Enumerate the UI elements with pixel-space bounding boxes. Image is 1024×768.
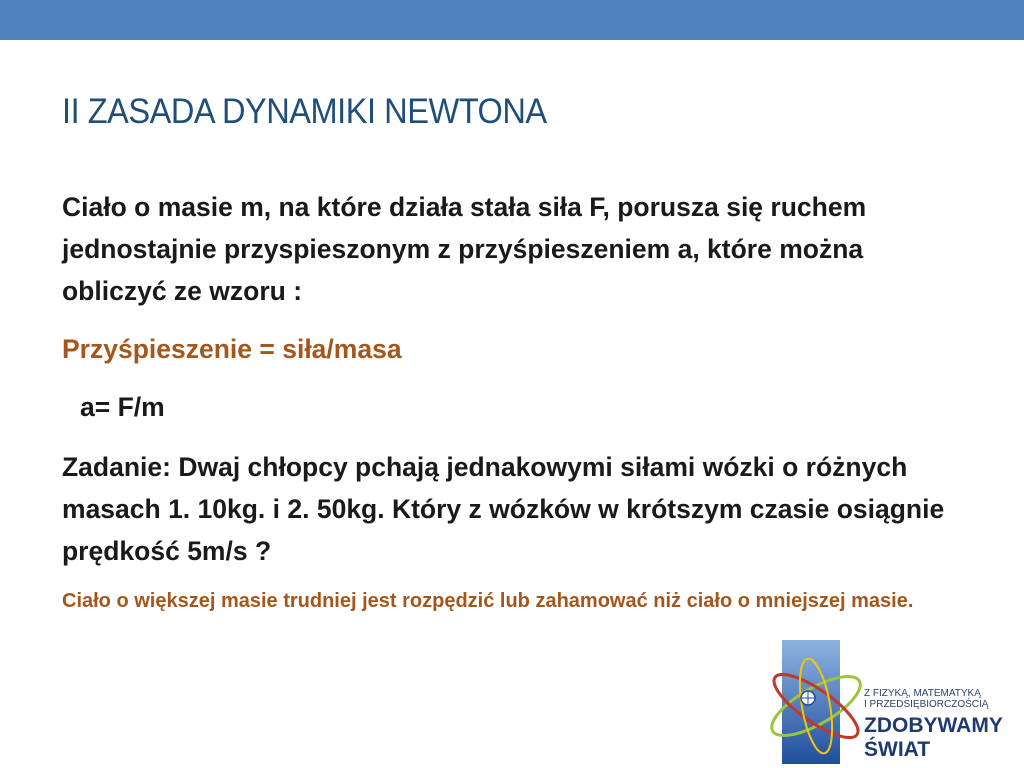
logo-brand: [864, 714, 1003, 762]
definition-paragraph: Ciało o masie m, na które działa stała siła F, porusza się ruchem jednostajnie przyspieszonym z przyśpieszeniem a, które można obliczyć ze wzoru :: [62, 192, 867, 306]
formula: a= F/m: [80, 392, 165, 422]
answer-paragraph: Ciało o większej masie trudniej jest rozpędzić lub zahamować niż ciało o mniejszej masie.: [62, 590, 914, 612]
logo-tagline: [864, 688, 988, 710]
logo-tagline-line2: I PRZEDSIĘBIORCZOŚCIĄ: [864, 699, 989, 710]
slide-title: II ZASADA DYNAMIKI NEWTONA: [62, 92, 547, 131]
slide-content: [62, 186, 962, 617]
formula-in-words: Przyśpieszenie = siła/masa: [62, 334, 402, 364]
logo-brand-line2: ŚWIAT: [864, 738, 931, 761]
task-paragraph: Zadanie: Dwaj chłopcy pchają jednakowymi siłami wózki o różnych masach 1. 10kg. i 2. 50kg. Który z wózków w krótszym czasie osiągnie prędkość 5m/s ?: [62, 452, 945, 566]
top-accent-bar: [0, 0, 1024, 40]
logo-tagline-line1: Z FIZYKĄ, MATEMATYKĄ: [864, 688, 981, 699]
logo-brand-line1: ZDOBYWAMY: [864, 714, 1003, 737]
